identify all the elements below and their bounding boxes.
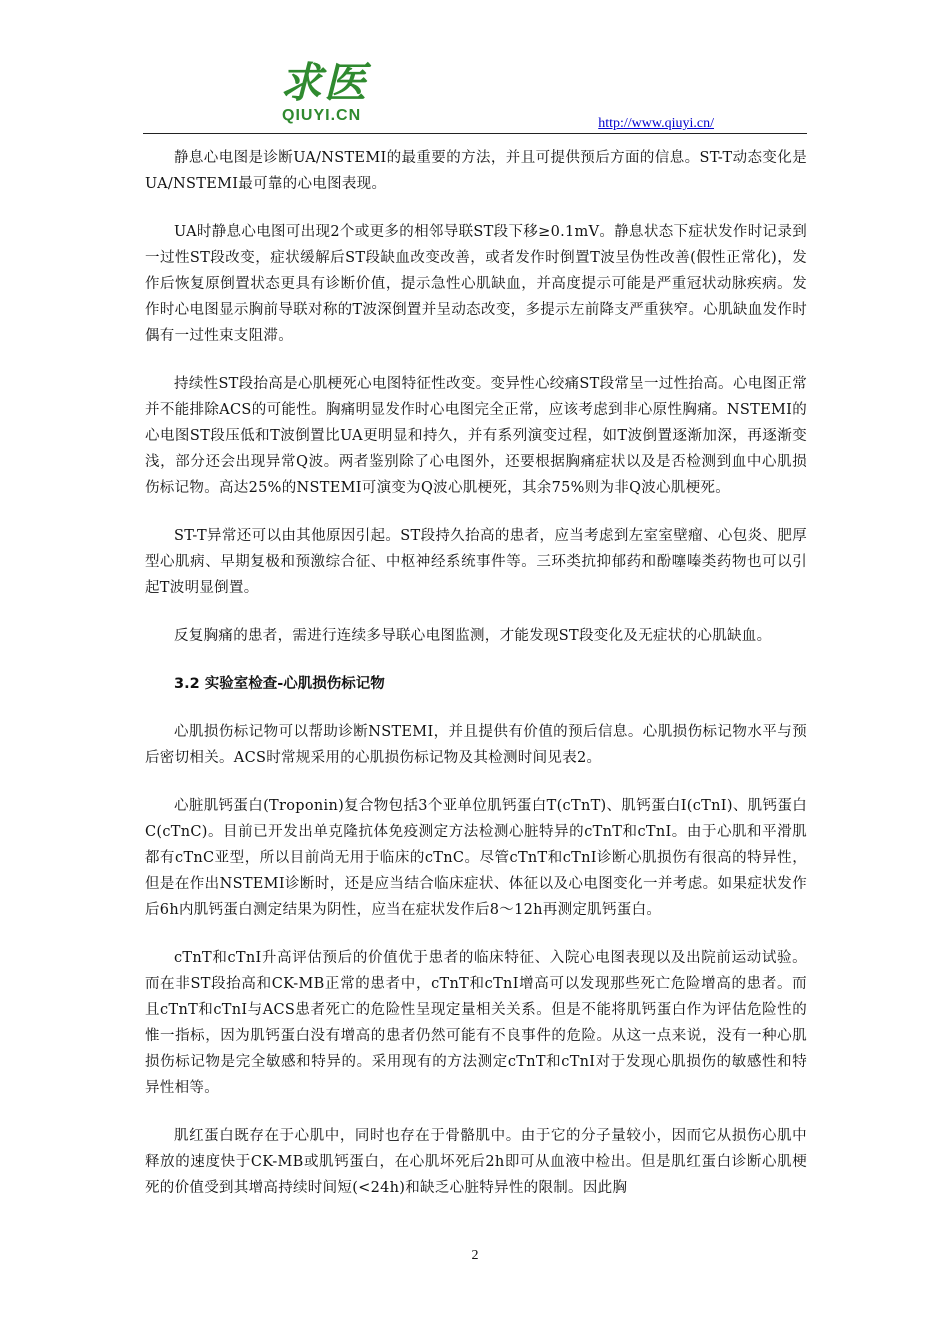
section-paragraph-4: 肌红蛋白既存在于心肌中，同时也存在于骨骼肌中。由于它的分子量较小，因而它从损伤心肌中释放的速度快于CK-MB或肌钙蛋白，在心肌坏死后2h即可从血液中检出。但是肌红蛋白诊断心肌梗死的价值受到其增高持续时间短(<24h)和缺乏心脏特异性的限制。因此胸 [145, 1128, 807, 1196]
site-url-link[interactable]: http://www.qiuyi.cn/ [598, 116, 714, 131]
document-body [145, 145, 807, 1223]
page-header [143, 58, 807, 134]
paragraph-2: UA时静息心电图可出现2个或更多的相邻导联ST段下移≥0.1mV。静息状态下症状发作时记录到一过性ST段改变，症状缓解后ST段缺血改变改善，或者发作时倒置T波呈伪性改善(假性正常化)，发作后恢复原倒置状态更具有诊断价值，提示急性心肌缺血，并高度提示可能是严重冠状动脉疾病。发作时心电图显示胸前导联对称的T波深倒置并呈动态改变，多提示左前降支严重狭窄。心肌缺血发作时偶有一过性束支阻滞。 [145, 224, 807, 344]
paragraph-3: 持续性ST段抬高是心肌梗死心电图特征性改变。变异性心绞痛ST段常呈一过性抬高。心电图正常并不能排除ACS的可能性。胸痛明显发作时心电图完全正常，应该考虑到非心原性胸痛。NSTEMI的心电图ST段压低和T波倒置比UA更明显和持久，并有系列演变过程，如T波倒置逐渐加深，再逐渐变浅，部分还会出现异常Q波。两者鉴别除了心电图外，还要根据胸痛症状以及是否检测到血中心肌损伤标记物。高达25%的NSTEMI可演变为Q波心肌梗死，其余75%则为非Q波心肌梗死。 [145, 376, 807, 496]
paragraph-1: 静息心电图是诊断UA/NSTEMI的最重要的方法，并且可提供预后方面的信息。ST-T动态变化是UA/NSTEMI最可靠的心电图表现。 [145, 150, 807, 192]
section-paragraph-2: 心脏肌钙蛋白(Troponin)复合物包括3个亚单位肌钙蛋白T(cTnT)、肌钙蛋白I(cTnI)、肌钙蛋白C(cTnC)。目前已开发出单克隆抗体免疫测定方法检测心脏特异的cTnT和cTnI。由于心肌和平滑肌都有cTnC亚型，所以目前尚无用于临床的cTnC。尽管cTnT和cTnI诊断心肌损伤有很高的特异性，但是在作出NSTEMI诊断时，还是应当结合临床症状、体征以及心电图变化一并考虑。如果症状发作后6h内肌钙蛋白测定结果为阴性，应当在症状发作后8～12h再测定肌钙蛋白。 [145, 798, 807, 918]
section-heading-3-2: 3.2 实验室检查-心肌损伤标记物 [174, 676, 385, 692]
header-divider [143, 133, 807, 134]
section-paragraph-3: cTnT和cTnI升高评估预后的价值优于患者的临床特征、入院心电图表现以及出院前运动试验。而在非ST段抬高和CK-MB正常的患者中，cTnT和cTnI增高可以发现那些死亡危险增高的患者。而且cTnT和cTnI与ACS患者死亡的危险性呈现定量相关关系。但是不能将肌钙蛋白作为评估危险性的惟一指标，因为肌钙蛋白没有增高的患者仍然可能有不良事件的危险。从这一点来说，没有一种心肌损伤标记物是完全敏感和特异的。采用现有的方法测定cTnT和cTnI对于发现心肌损伤的敏感性和特异性相等。 [145, 950, 807, 1096]
section-paragraph-1: 心肌损伤标记物可以帮助诊断NSTEMI，并且提供有价值的预后信息。心肌损伤标记物水平与预后密切相关。ACS时常规采用的心肌损伤标记物及其检测时间见表2。 [145, 724, 807, 766]
paragraph-4: ST-T异常还可以由其他原因引起。ST段持久抬高的患者，应当考虑到左室室壁瘤、心包炎、肥厚型心肌病、早期复极和预激综合征、中枢神经系统事件等。三环类抗抑郁药和酚噻嗪类药物也可以引起T波明显倒置。 [145, 528, 807, 596]
page-number: 2 [471, 1248, 479, 1263]
qiuyi-logo[interactable] [280, 58, 410, 128]
logo-chinese-text: 求医 [280, 58, 369, 107]
logo-english-text: QIUYI.CN [282, 107, 362, 124]
paragraph-5: 反复胸痛的患者，需进行连续多导联心电图监测，才能发现ST段变化及无症状的心肌缺血。 [174, 628, 772, 644]
